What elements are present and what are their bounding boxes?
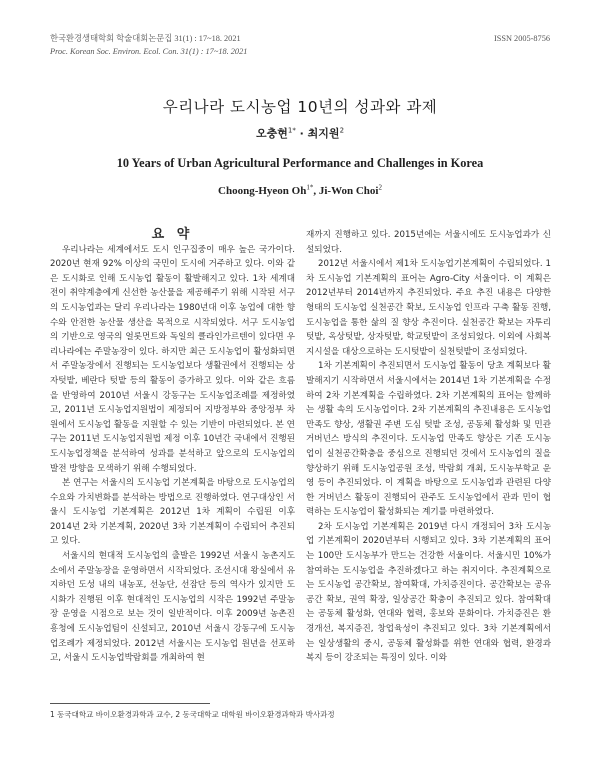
authors-english bbox=[0, 185, 600, 197]
author-1-ko-affil: 1* bbox=[287, 126, 296, 135]
body-paragraph: 본 연구는 서울시의 도시농업 기본계획을 바탕으로 도시농업의 수요와 가치변화를 분석하는 방법으로 진행하였다. 연구대상인 서울시 도시농업 기본계획은 2012년 1차 계획이 수립된 이후 2014년 2차 기본계획, 2020년 3차 기본계획이 수립되어 추진되고 있다. bbox=[50, 478, 295, 547]
body-paragraph: 서울시의 현대적 도시농업의 출발은 1992년 서울시 농촌지도소에서 주말농장을 운영하면서 시작되었다. 조선시대 왕실에서 유지하던 도성 내의 내농포, 선농단, 선잠단 등의 역사가 있지만 도시화가 진행된 이후 현대적인 도시농업의 시작은 1992년 주말농장 운영을 시점으로 보는 것이 일반적이다. 이후 2009년 농촌진흥청에 도시농업팀이 신설되고, 2010년 서울시 강동구에 도시농업조례가 제정되었다. 2012년 서울시는 도시농업 원년을 선포하고, 서울시 도시농업박람회를 개최하여 현 bbox=[50, 551, 295, 664]
footnote-divider bbox=[50, 703, 210, 704]
author-1-en-affil: 1* bbox=[306, 183, 314, 192]
author-2-en: Ji-Won Choi bbox=[318, 185, 379, 197]
body-paragraph: 우리나라는 세계에서도 도시 인구집중이 매우 높은 국가이다. 2020년 현재 92% 이상의 국민이 도시에 거주하고 있다. 이와 같은 도시화로 인해 도시농업 활동이 활발해지고 있다. 1차 세계대전이 취약계층에게 신선한 농산물을 제공해주기 위해 시작된 서구의 도시농업과는 달리 우리나라는 1980년대 이후 농업에 대한 향수와 안전한 농산물 생산을 목적으로 시작되었다. 서구 도시농업의 기반으로 영국의 얼롯먼트와 독일의 클라인가르텐이 있다면 우리나라에는 주말농장이 있다. 하지만 최근 도시농업이 활성화되면서 주말농장에서 진행되는 도시농업보다 생활권에서 진행되는 상자텃밭, 베란다 텃밭 등의 활동이 증가하고 있다. 이와 같은 흐름을 반영하여 2010년 서울시 강동구는 도시농업조례를 제정하였고, 2011년 도시농업지원법이 제정되어 지방정부와 중앙정부 차원에서 도시농업 활동을 지원할 수 있는 기반이 마련되었다. 본 연구는 2011년 도시농업지원법 제정 이후 10년간 국내에서 진행된 도시농업정책을 분석하여 성과를 분석하고 앞으로의 도시농업의 발전 방향을 모색하기 위해 수행되었다. bbox=[50, 244, 295, 474]
body-paragraph: 2차 도시농업 기본계획은 2019년 다시 개정되어 3차 도시농업 기본계획이 2020년부터 시행되고 있다. 3차 기본계획의 표어는 100만 도시농부가 만드는 건강한 서울이다. 서울시민 10%가 참여하는 도시농업을 추진하겠다고 하는 취지이다. 추진계획으로는 도시농업 공간확보, 참여확대, 가치증진이다. 공간확보는 공유공간 확보, 권역 확장, 일상공간 확충이 추진되고 있다. 참여확대는 공동체 활성화, 연대와 협력, 홍보와 문화이다. 가치증진은 환경개선, 복지증진, 창업육성이 추진되고 있다. 3차 기본계획에서는 일상생활의 중시, 공동체 활성화를 위한 연대와 협력, 환경과 복지 등이 강조되는 특징이 있다. 이와 bbox=[306, 521, 551, 664]
body-paragraph: 1차 기본계획이 추진되면서 도시농업 활동이 당초 계획보다 활발해지기 시작하면서 서울시에서는 2014년 1차 기본계획을 수정하여 2차 기본계획을 수립하였다. 2차 기본계획의 표어는 함께하는 생활 속의 도시농업이다. 2차 기본계획의 추진내용은 도시농업 만족도 향상, 생활권 주변 도심 텃밭 조성, 공동체 활성화 및 민관거버넌스 방식의 추진이다. 도시농업 만족도 향상은 기존 도시농업이 실천공간확충을 중심으로 진행되던 것에서 도시농업의 질을 향상하기 위해 도시농업공원 조성, 박람회 개최, 도시농부학교 운영 등이 추진되었다. 이 계획을 바탕으로 도시농업과 관련된 다양한 거버넌스 활동이 진행되어 관주도 도시농업에서 관과 민이 협력하는 도시농업이 활성화되는 계기를 마련하였다. bbox=[306, 361, 551, 518]
journal-citation-ko: 한국환경생태학회 학술대회논문집 31(1) : 17~18. 2021 bbox=[50, 34, 241, 43]
title-english: 10 Years of Urban Agricultural Performance and Challenges in Korea bbox=[116, 156, 484, 170]
author-1-ko: 오충현 bbox=[255, 127, 288, 140]
authors-korean bbox=[0, 125, 600, 141]
author-1-en: Choong-Hyeon Oh bbox=[218, 185, 307, 197]
journal-header bbox=[50, 32, 550, 58]
author-2-en-affil: 2 bbox=[378, 183, 382, 192]
author-2-ko: 최지원 bbox=[307, 127, 340, 140]
author-2-ko-affil: 2 bbox=[339, 126, 345, 135]
title-korean: 우리나라 도시농업 10년의 성과와 과제 bbox=[162, 98, 438, 116]
abstract-heading: 요 약 bbox=[151, 227, 194, 242]
footnote-affiliations: 1 동국대학교 바이오환경과학과 교수, 2 동국대학교 대학원 바이오환경과학과 박사과정 bbox=[50, 710, 335, 719]
author-separator-en: , bbox=[313, 185, 319, 197]
author-separator-ko: · bbox=[295, 127, 308, 140]
journal-citation-en: Proc. Korean Soc. Environ. Ecol. Con. 31(1) : 17~18. 2021 bbox=[50, 47, 248, 56]
issn: ISSN 2005-8756 bbox=[493, 34, 550, 43]
body-paragraph: 2012년 서울시에서 제1차 도시농업기본계획이 수립되었다. 1차 도시농업 기본계획의 표어는 Agro-City 서울이다. 이 계획은 2012년부터 2014년까지 추진되었다. 주요 추진 내용은 다양한 형태의 도시농업 실천공간 확보, 도시농업 인프라 구축 활동 진행, 도시농업을 통한 삶의 질 향상 추진이다. 실천공간 확보는 자투리 텃밭, 옥상텃밭, 상자텃밭, 학교텃밭이 조성되었다. 이외에 사회복지시설을 대상으로하는 도시텃밭이 실천텃밭이 조성되었다. bbox=[306, 259, 551, 357]
right-column bbox=[306, 228, 551, 666]
left-column bbox=[50, 228, 295, 666]
body-paragraph-continued: 재까지 진행하고 있다. 2015년에는 서울시에도 도시농업과가 신설되었다. bbox=[306, 230, 551, 255]
